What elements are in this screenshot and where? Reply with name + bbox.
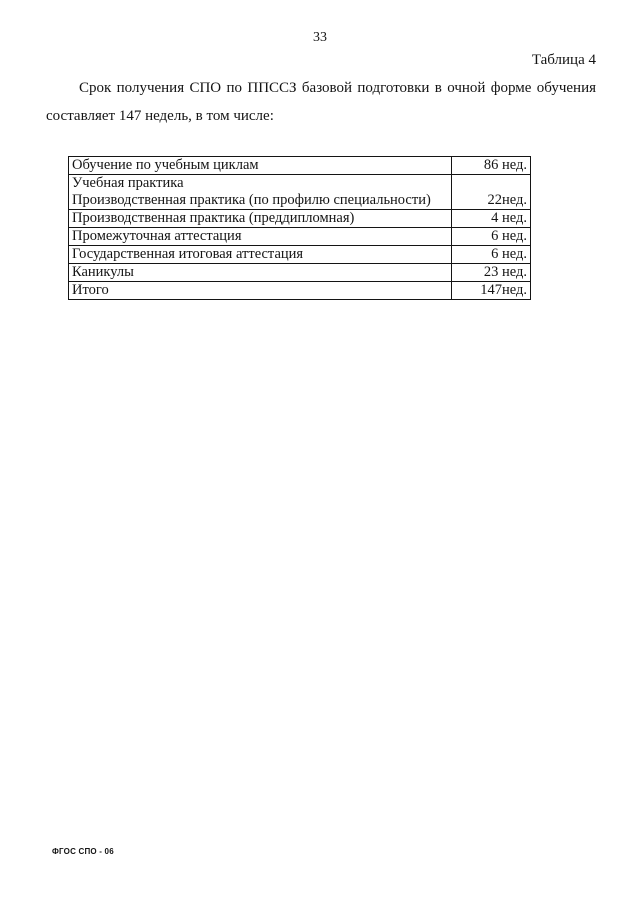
row-label: Промежуточная аттестация (69, 228, 452, 246)
page-number: 33 (313, 30, 327, 45)
row-value: 23 нед. (452, 264, 531, 282)
row-label: Итого (69, 282, 452, 300)
footer-label: ФГОС СПО - 06 (52, 847, 114, 856)
row-value: 147нед. (452, 282, 531, 300)
table-row (69, 264, 531, 282)
row-label: Государственная итоговая аттестация (69, 246, 452, 264)
row-label-line: Учебная практика (72, 175, 184, 191)
row-label: Производственная практика (преддипломная) (69, 210, 452, 228)
row-value: 86 нед. (452, 157, 531, 175)
table-row (69, 210, 531, 228)
row-value: 6 нед. (452, 228, 531, 246)
table-row (69, 282, 531, 300)
study-duration-table (68, 156, 531, 300)
row-label-line: Производственная практика (по профилю специальности) (72, 192, 431, 208)
table-row (69, 246, 531, 264)
table-row (69, 157, 531, 175)
row-value: 4 нед. (452, 210, 531, 228)
table-row (69, 175, 531, 210)
table-row (69, 228, 531, 246)
table-caption: Таблица 4 (531, 52, 596, 68)
row-value: 6 нед. (452, 246, 531, 264)
row-label: Каникулы (69, 264, 452, 282)
row-value: 22нед. (452, 175, 531, 210)
row-label (69, 175, 452, 210)
intro-paragraph: Срок получения СПО по ППССЗ базовой подготовки в очной форме обучения составляет 147 недель, в том числе: (46, 80, 596, 124)
row-label: Обучение по учебным циклам (69, 157, 452, 175)
